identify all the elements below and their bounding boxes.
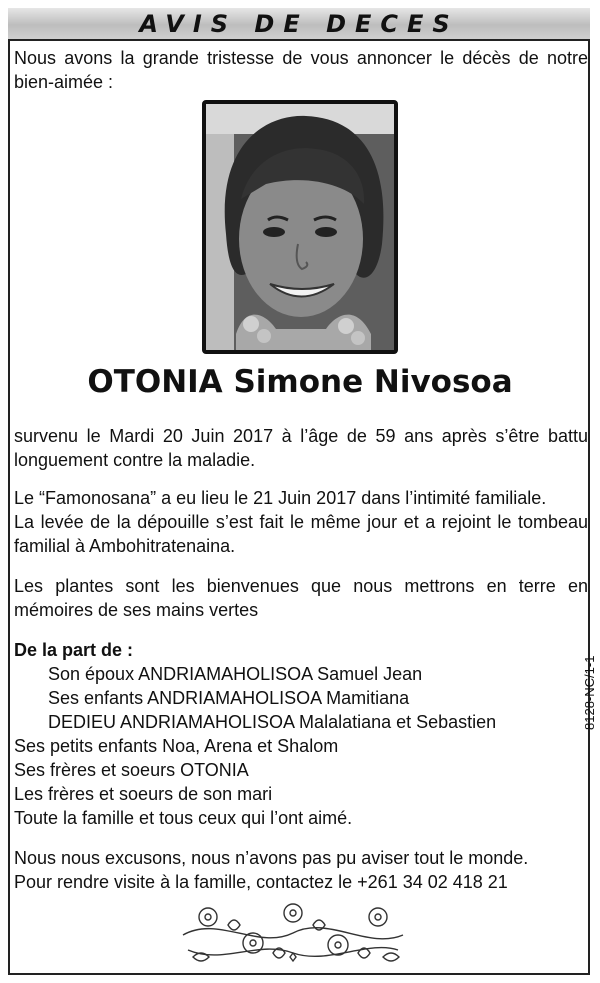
family-line: Ses enfants ANDRIAMAHOLISOA Mamitiana xyxy=(48,688,410,708)
plants-text: Les plantes sont les bienvenues que nous mettrons en terre en mémoires de ses mains vertes xyxy=(14,576,588,620)
family-indented-list xyxy=(48,662,588,734)
closing-text xyxy=(14,846,588,894)
ceremony-text: Le “Famonosana” a eu lieu le 21 Juin 2017 dans l’intimité familiale. xyxy=(14,488,547,508)
family-line: Ses petits enfants Noa, Arena et Shalom xyxy=(14,736,339,756)
closing-line: Pour rendre visite à la famille, contactez le +261 34 02 418 21 xyxy=(14,872,508,892)
reference-code: 8128-NC/1-1 xyxy=(582,655,597,730)
family-line: Les frères et soeurs de son mari xyxy=(14,784,273,804)
floral-ornament-icon xyxy=(178,895,408,970)
deceased-name: OTONIA Simone Nivosoa xyxy=(87,364,513,400)
burial-text: La levée de la dépouille s’est fait le même jour et a rejoint le tombeau familial à Ambohitratenaina. xyxy=(14,512,588,556)
notice-title: AVIS DE DECES xyxy=(139,9,459,38)
closing-line: Nous nous excusons, nous n’avons pas pu aviser tout le monde. xyxy=(14,848,529,868)
from-label: De la part de : xyxy=(14,640,134,660)
portrait-photo xyxy=(202,100,398,354)
intro-text: Nous avons la grande tristesse de vous annoncer le décès de notre bien-aimée : xyxy=(14,48,588,92)
family-line: Toute la famille et tous ceux qui l’ont aimé. xyxy=(14,808,353,828)
notice-header xyxy=(8,8,590,41)
family-line: Son époux ANDRIAMAHOLISOA Samuel Jean xyxy=(48,664,423,684)
family-line: DEDIEU ANDRIAMAHOLISOA Malalatiana et Sebastien xyxy=(48,712,497,732)
family-line: Ses frères et soeurs OTONIA xyxy=(14,760,249,780)
portrait-image xyxy=(206,104,394,350)
family-list xyxy=(14,734,588,830)
passing-details: survenu le Mardi 20 Juin 2017 à l’âge de 59 ans après s’être battu longuement contre la maladie. xyxy=(14,426,588,470)
